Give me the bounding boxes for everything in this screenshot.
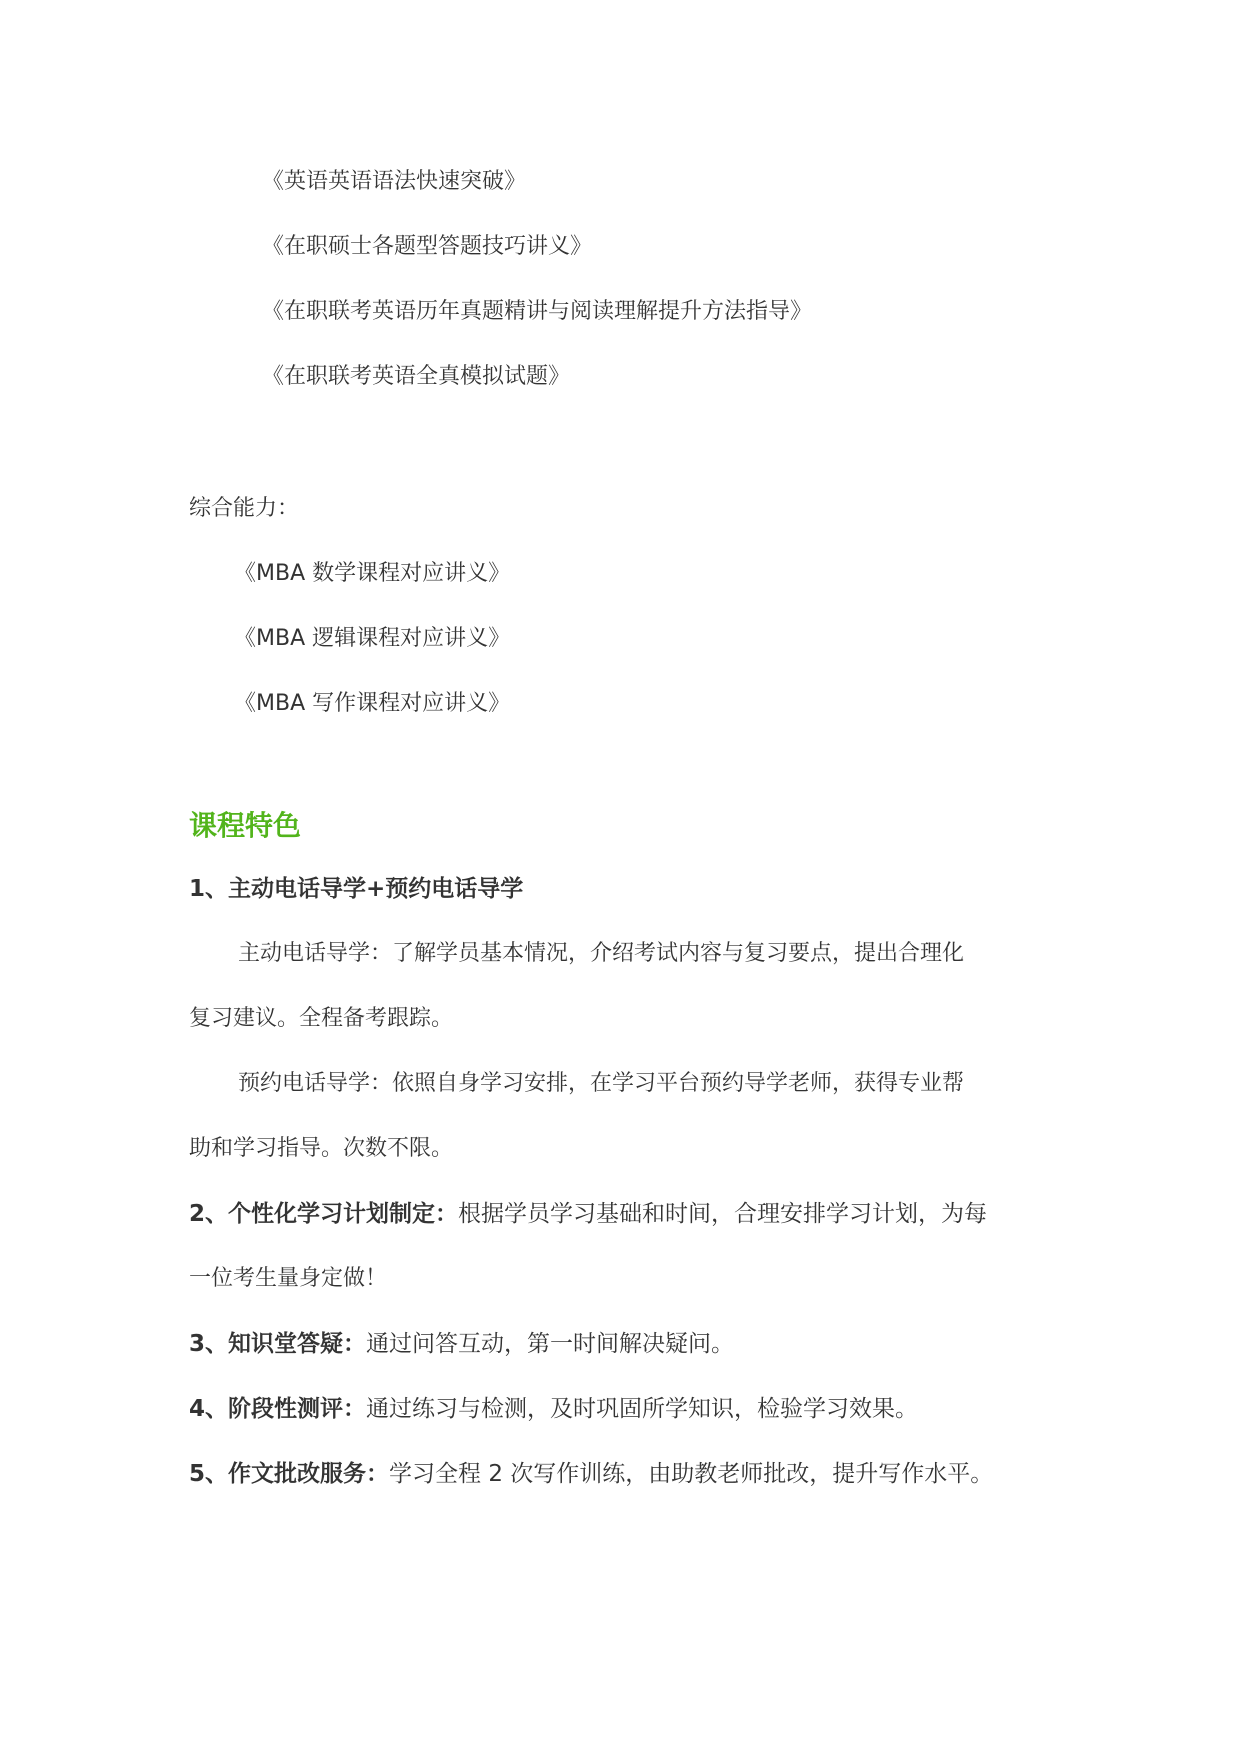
feature-1-para-1-line-2: 复习建议。全程备考跟踪。 xyxy=(189,1006,454,1031)
feature-4-text: 通过练习与检测，及时巩固所学知识，检验学习效果。 xyxy=(366,1396,919,1422)
feature-5-text: 学习全程 2 次写作训练，由助教老师批改，提升写作水平。 xyxy=(389,1461,994,1487)
feature-4 xyxy=(189,1394,918,1424)
comprehensive-label: 综合能力： xyxy=(189,496,300,521)
feature-5 xyxy=(189,1459,993,1489)
english-book-4: 《在职联考英语全真模拟试题》 xyxy=(262,364,571,389)
english-book-3: 《在职联考英语历年真题精讲与阅读理解提升方法指导》 xyxy=(262,299,813,324)
feature-4-heading: 4、阶段性测评： xyxy=(189,1396,367,1422)
comprehensive-book-2: 《MBA 逻辑课程对应讲义》 xyxy=(234,626,511,651)
feature-1-para-2-line-1: 预约电话导学：依照自身学习安排，在学习平台预约导学老师，获得专业帮 xyxy=(238,1071,965,1096)
feature-3-heading: 3、知识堂答疑： xyxy=(189,1331,367,1357)
english-book-2: 《在职硕士各题型答题技巧讲义》 xyxy=(262,234,593,259)
feature-2-heading: 2、个性化学习计划制定： xyxy=(189,1201,459,1227)
features-title: 课程特色 xyxy=(189,809,302,842)
feature-5-heading: 5、作文批改服务： xyxy=(189,1461,390,1487)
feature-3-text: 通过问答互动，第一时间解决疑问。 xyxy=(366,1331,735,1357)
feature-1-para-2-line-2: 助和学习指导。次数不限。 xyxy=(189,1136,454,1161)
comprehensive-book-1: 《MBA 数学课程对应讲义》 xyxy=(234,561,511,586)
feature-2-text: 根据学员学习基础和时间，合理安排学习计划，为每 xyxy=(458,1201,988,1227)
feature-2 xyxy=(189,1199,987,1229)
feature-1-heading-text: 1、主动电话导学+预约电话导学 xyxy=(189,876,524,902)
feature-1-heading xyxy=(189,874,523,904)
feature-3 xyxy=(189,1329,734,1359)
english-book-1: 《英语英语语法快速突破》 xyxy=(262,169,527,194)
feature-1-para-1-line-1: 主动电话导学：了解学员基本情况，介绍考试内容与复习要点，提出合理化 xyxy=(238,941,965,966)
feature-2-text-line-2: 一位考生量身定做！ xyxy=(189,1266,388,1291)
comprehensive-book-3: 《MBA 写作课程对应讲义》 xyxy=(234,691,511,716)
